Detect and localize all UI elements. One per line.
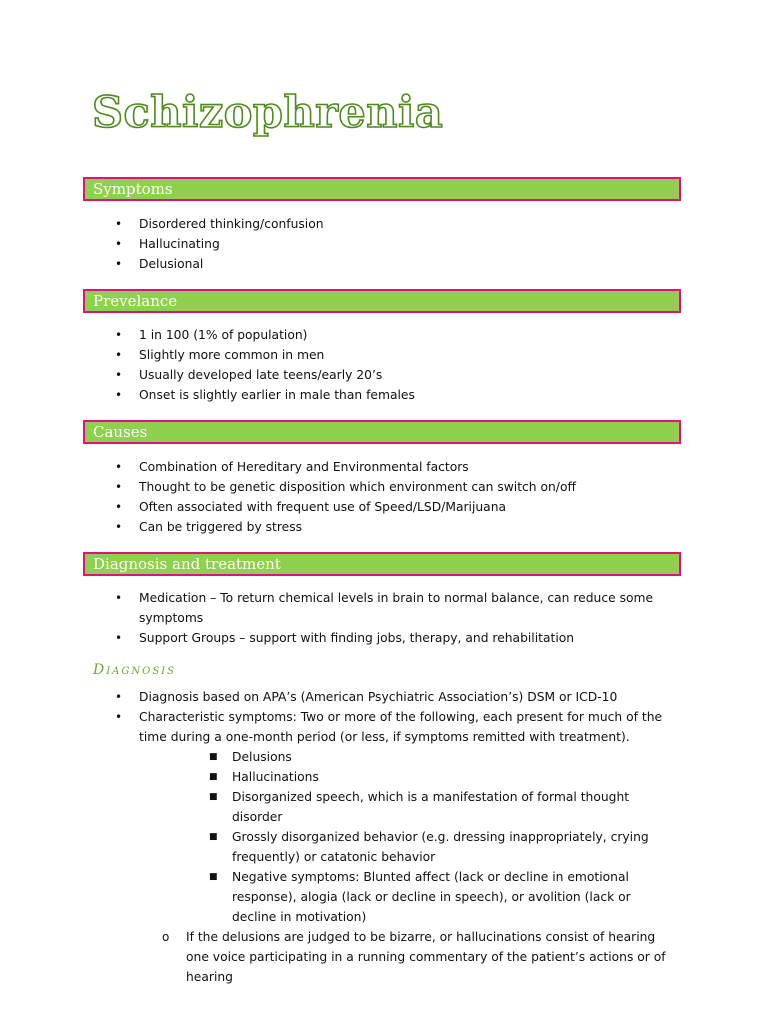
square-bullet-icon: ■ (209, 752, 218, 762)
list-item: • Disordered thinking/confusion (0, 214, 768, 234)
bullet-icon: • (115, 480, 123, 494)
bullet-icon: • (115, 710, 123, 724)
list-item: • Often associated with frequent use of Speed/LSD/Marijuana (0, 497, 768, 517)
square-bullet-icon: ■ (209, 772, 218, 782)
sub-list-item: ■ Disorganized speech, which is a manifestation of formal thought disorder (0, 787, 768, 827)
section-heading-symptoms: Symptoms (83, 177, 681, 201)
bullet-icon: • (115, 520, 123, 534)
bullet-icon: • (115, 217, 123, 231)
list-item: • Support Groups – support with finding jobs, therapy, and rehabilitation (0, 628, 768, 648)
sub-list-item: ■ Hallucinations (0, 767, 768, 787)
sub-list-item: ■ Delusions (0, 747, 768, 767)
bullet-icon: • (115, 237, 123, 251)
list-item: • Delusional (0, 254, 768, 274)
diagnosis-subheading: Diagnosis (93, 662, 176, 678)
circle-list-item: o If the delusions are judged to be bizarre, or hallucinations consist of hearing one voice participating in a running commentary of the patient’s actions or of hearing (0, 927, 768, 987)
bullet-icon: • (115, 690, 123, 704)
square-bullet-icon: ■ (209, 832, 218, 842)
treatment-list (0, 588, 768, 648)
list-item: • Characteristic symptoms: Two or more of the following, each present for much of the time during a one-month period (or less, if symptoms remitted with treatment). (0, 707, 768, 747)
section-heading-prevalence: Prevelance (83, 289, 681, 313)
sub-list-item: ■ Grossly disorganized behavior (e.g. dressing inappropriately, crying frequently) or catatonic behavior (0, 827, 768, 867)
page-title: Schizophrenia (92, 88, 444, 138)
diagnosis-list (0, 687, 768, 987)
symptoms-list (0, 214, 768, 274)
bullet-icon: • (115, 257, 123, 271)
bullet-icon: • (115, 460, 123, 474)
list-item: • Onset is slightly earlier in male than females (0, 385, 768, 405)
bullet-icon: • (115, 591, 123, 605)
list-item: • 1 in 100 (1% of population) (0, 325, 768, 345)
bullet-icon: • (115, 631, 123, 645)
circle-bullet-icon: o (162, 930, 170, 944)
section-heading-causes: Causes (83, 420, 681, 444)
bullet-icon: • (115, 500, 123, 514)
list-item: • Usually developed late teens/early 20’s (0, 365, 768, 385)
bullet-icon: • (115, 368, 123, 382)
causes-list (0, 457, 768, 537)
list-item: • Medication – To return chemical levels in brain to normal balance, can reduce some symptoms (0, 588, 768, 628)
square-bullet-icon: ■ (209, 792, 218, 802)
bullet-icon: • (115, 348, 123, 362)
list-item: • Combination of Hereditary and Environmental factors (0, 457, 768, 477)
bullet-icon: • (115, 388, 123, 402)
list-item: • Can be triggered by stress (0, 517, 768, 537)
sub-list-item: ■ Negative symptoms: Blunted affect (lack or decline in emotional response), alogia (lack or decline in speech), or avolition (lack or decline in motivation) (0, 867, 768, 927)
list-item: • Diagnosis based on APA’s (American Psychiatric Association’s) DSM or ICD-10 (0, 687, 768, 707)
list-item: • Thought to be genetic disposition which environment can switch on/off (0, 477, 768, 497)
list-item: • Slightly more common in men (0, 345, 768, 365)
square-bullet-icon: ■ (209, 872, 218, 882)
prevalence-list (0, 325, 768, 405)
bullet-icon: • (115, 328, 123, 342)
section-heading-diagnosis-treatment: Diagnosis and treatment (83, 552, 681, 576)
list-item: • Hallucinating (0, 234, 768, 254)
